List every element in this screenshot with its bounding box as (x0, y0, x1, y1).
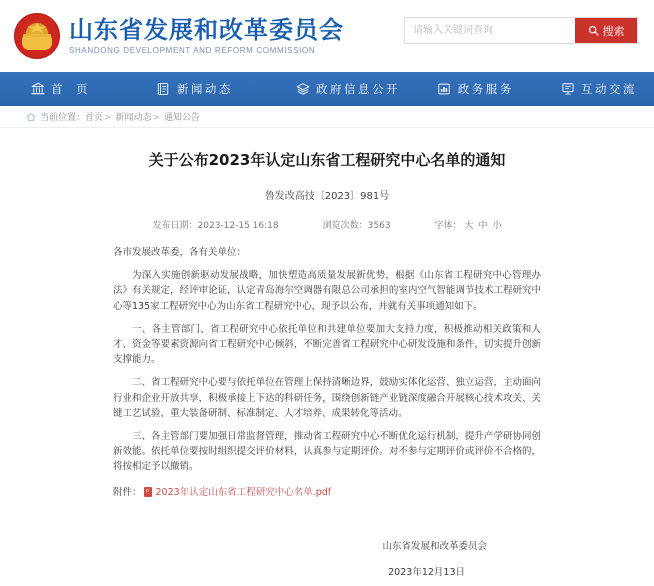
breadcrumb-prefix: 当前位置： (40, 113, 86, 123)
paragraph-two: 二、省工程研究中心要与依托单位在管理上保持清晰边界，鼓励实体化运营、独立运营，主动面向行业和企业开放共享，积极承接上下达的科研任务，围绕创新链产业链深度融合开展核心技术攻关、关键工艺试验、重大装备研制、标准制定、人才培养、成果转化等活动。 (113, 377, 541, 419)
news-document-icon (156, 82, 171, 97)
paragraph-intro: 为深入实施创新驱动发展战略，加快塑造高质量发展新优势，根据《山东省工程研究中心管理办法》有关规定，经评审论证，认定青岛海尔空调器有限总公司承担的室内空气智能调节技术工程研究中心等135家工程研究中心为山东省工程研究中心，现予以公布，并就有关事项通知如下。 (113, 270, 541, 312)
attachment-row (113, 485, 541, 500)
home-icon (26, 112, 36, 122)
page-title: 关于公布2023年认定山东省工程研究中心名单的通知 (148, 151, 506, 169)
breadcrumb (0, 106, 654, 128)
paragraph-three: 三、各主管部门要加强日常监督管理，推动省工程研究中心不断优化运行机制，提升产学研协同创新效能。依托单位要按时组织提交评价材料，认真参与定期评价。对不参与定期评价或评价不合格的，将按相定予以撤销。 (113, 431, 541, 473)
breadcrumb-separator-1: > (104, 113, 112, 123)
main-nav (0, 72, 654, 106)
nav-item-gov-service[interactable] (437, 72, 560, 106)
signature-block (113, 534, 541, 586)
publish-date-label: 发布日期： (152, 221, 198, 231)
publish-date-group (153, 218, 279, 231)
article-meta (14, 218, 640, 231)
font-size-label: 字体： (434, 221, 462, 231)
nav-label-home: 首 页 (51, 82, 93, 96)
salutation: 各市发展改革委，各有关单位： (113, 247, 247, 258)
font-size-options (464, 218, 501, 231)
search-icon (588, 25, 599, 36)
paragraph-one: 一、各主管部门、省工程研究中心依托单位和共建单位要加大支持力度，积极推动相关政策和人才、资金等要素资源向省工程研究中心倾斜，不断完善省工程研究中心研发设施和条件，切实提升创新支撑能力。 (113, 323, 541, 366)
nav-item-news[interactable] (156, 72, 295, 106)
site-title-cn: 山东省发展和改革委员会 (69, 16, 344, 45)
nav-label-interaction: 互动交流 (581, 82, 637, 96)
views-count: 3563 (367, 221, 391, 231)
publish-date-value: 2023-12-15 16:18 (197, 221, 279, 231)
signature-org: 山东省发展和改革委员会 (382, 540, 487, 552)
views-label: 浏览次数： (322, 221, 368, 231)
views-group (323, 218, 391, 231)
font-size-group (435, 218, 502, 231)
font-size-small[interactable]: 小 (492, 221, 502, 231)
site-search (404, 17, 638, 44)
nav-item-home[interactable] (30, 72, 156, 106)
font-size-large[interactable]: 大 (464, 221, 474, 231)
site-title-en: SHANDONG DEVELOPMENT AND REFORM COMMISSION (69, 45, 316, 55)
article-body (113, 245, 541, 586)
service-window-icon (437, 82, 452, 97)
signature-date: 2023年12月13日 (388, 566, 465, 578)
nav-label-news: 新闻动态 (176, 82, 233, 96)
layers-icon (295, 82, 310, 97)
brand-text (69, 17, 344, 55)
breadcrumb-item-home[interactable]: 首页 (85, 113, 104, 123)
site-brand[interactable] (14, 13, 344, 59)
nav-label-gov-info: 政府信息公开 (316, 82, 400, 96)
breadcrumb-text (40, 110, 200, 123)
search-button[interactable] (575, 18, 637, 43)
nav-item-interaction[interactable] (560, 72, 654, 106)
message-board-icon (560, 82, 575, 97)
nav-item-gov-info[interactable] (295, 72, 437, 106)
breadcrumb-item-news[interactable]: 新闻动态 (115, 113, 152, 123)
site-header (0, 0, 654, 72)
attachment-label: 附件： (113, 486, 142, 498)
home-building-icon (30, 82, 45, 97)
attachment-link[interactable]: 2023年认定山东省工程研究中心名单.pdf (155, 486, 332, 498)
national-emblem-icon (14, 13, 60, 59)
breadcrumb-item-notice[interactable]: 通知公告 (163, 113, 200, 123)
nav-label-gov-service: 政务服务 (457, 82, 514, 96)
breadcrumb-separator-2: > (152, 113, 161, 123)
article-container (0, 150, 654, 586)
search-button-label: 搜索 (602, 24, 625, 38)
font-size-medium[interactable]: 中 (478, 221, 488, 231)
pdf-file-icon: P (144, 487, 152, 497)
search-input[interactable] (405, 18, 575, 43)
document-number: 鲁发改高技〔2023〕981号 (264, 191, 390, 202)
